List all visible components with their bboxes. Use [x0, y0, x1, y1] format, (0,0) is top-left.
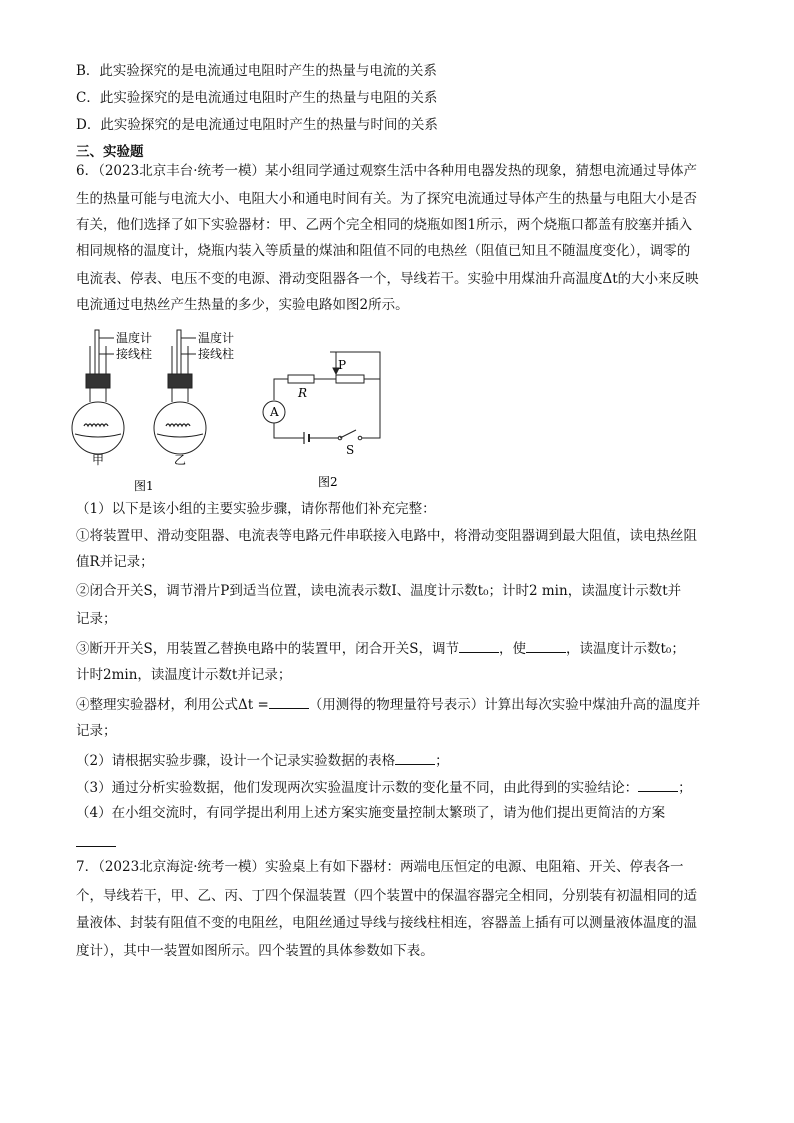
slider-label: P [338, 358, 347, 372]
q6-step3-text-b: ，使 [499, 641, 526, 657]
q6-step2-line2: 记录； [76, 611, 117, 627]
option-d: D．此实验探究的是电流通过电阻时产生的热量与时间的关系 [76, 117, 438, 133]
q6-step4-text-a: ④整理实验器材，利用公式Δt = [76, 697, 269, 713]
q6-line-2: 生的热量可能与电流大小、电阻大小和通电时间有关。为了探究电流通过导体产生的热量与电阻大小是否 [76, 191, 697, 207]
answer-blank[interactable] [269, 694, 309, 709]
figure-1-flasks [70, 326, 235, 496]
switch [340, 430, 356, 438]
option-b: B．此实验探究的是电流通过电阻时产生的热量与电流的关系 [76, 63, 437, 79]
q6-step3-line1 [76, 638, 685, 658]
q6-part2-text: （2）请根据实验步骤，设计一个记录实验数据的表格 [76, 753, 396, 769]
q6-part4: （4）在小组交流时，有同学提出利用上述方案实施变量控制太繁琐了，请为他们提出更简洁的方案 [76, 805, 666, 821]
q6-step1-line2: 值R并记录； [76, 554, 154, 570]
answer-blank[interactable] [638, 777, 678, 792]
resistor-label: R [298, 386, 308, 400]
q6-step4-line2: 记录； [76, 723, 117, 739]
resistor-r [288, 375, 314, 383]
q6-part1-intro: （1）以下是该小组的主要实验步骤，请你帮他们补充完整： [76, 501, 436, 517]
q6-step3-text-c: ，读温度计示数t₀； [566, 641, 685, 657]
thermometer-label-1: 温度计 [116, 331, 153, 345]
q6-line-1: 6．（2023北京丰台·统考一模）某小组同学通过观察生活中各种用电器发热的现象，猜想电流通过导体产 [76, 163, 697, 179]
answer-blank[interactable] [526, 638, 566, 653]
option-c: C．此实验探究的是电流通过电阻时产生的热量与电阻的关系 [76, 90, 438, 106]
q6-step3-text-a: ③断开开关S，用装置乙替换电路中的装置甲，闭合开关S，调节 [76, 641, 459, 657]
q6-line-6: 电流通过电热丝产生热量的多少，实验电路如图2所示。 [76, 297, 409, 313]
flask-label-2: 乙 [174, 453, 187, 467]
figure-2-caption: 图2 [318, 475, 338, 489]
section-title: 三、实验题 [76, 144, 144, 160]
rheostat [336, 375, 364, 383]
thermometer-label-2: 温度计 [198, 331, 235, 345]
answer-blank[interactable] [76, 832, 116, 847]
answer-blank[interactable] [395, 750, 435, 765]
terminal-label-2: 接线柱 [198, 347, 235, 361]
figure-2-circuit [258, 340, 388, 490]
stopper-1 [86, 374, 110, 388]
ammeter-label: A [270, 405, 279, 419]
q6-step2-line1: ②闭合开关S，调节滑片P到适当位置，读电流表示数I、温度计示数t₀；计时2 min，读温度计示数t并 [76, 583, 682, 599]
answer-blank[interactable] [459, 638, 499, 653]
q6-step1-line1: ①将装置甲、滑动变阻器、电流表等电路元件串联接入电路中，将滑动变阻器调到最大阻值，读电热丝阻 [76, 528, 697, 544]
q6-line-5: 电流表、停表、电压不变的电源、滑动变阻器各一个，导线若干。实验中用煤油升高温度Δt的大小来反映 [76, 271, 699, 287]
q6-part3-end: ； [678, 780, 692, 796]
q6-line-3: 有关，他们选择了如下实验器材：甲、乙两个完全相同的烧瓶如图1所示，两个烧瓶口都盖有胶塞并插入 [76, 217, 693, 233]
q6-part4-answer [76, 832, 116, 852]
q6-part3 [76, 777, 692, 797]
q6-step4-text-b: （用测得的物理量符号表示）计算出每次实验中煤油升高的温度并 [308, 697, 701, 713]
q7-line-3: 量液体、封装有阻值不变的电阻丝，电阻丝通过导线与接线柱相连，容器盖上插有可以测量液体温度的温 [76, 915, 697, 931]
terminal-label-1: 接线柱 [116, 347, 153, 361]
figure-1-caption: 图1 [134, 479, 154, 493]
q6-line-4: 相同规格的温度计，烧瓶内装入等质量的煤油和阻值不同的电热丝（阻值已知且不随温度变化），调零的 [76, 243, 691, 259]
q6-part3-text: （3）通过分析实验数据，他们发现两次实验温度计示数的变化量不同，由此得到的实验结论： [76, 780, 639, 796]
q7-line-4: 度计），其中一装置如图所示。四个装置的具体参数如下表。 [76, 943, 434, 959]
flask-2 [154, 402, 206, 454]
q6-part2 [76, 750, 449, 770]
q6-step3-line2: 计时2min，读温度计示数t并记录； [76, 667, 292, 683]
q6-step4-line1 [76, 694, 700, 714]
q7-line-2: 个，导线若干，甲、乙、丙、丁四个保温装置（四个装置中的保温容器完全相同，分别装有初温相同的适 [76, 888, 697, 904]
flask-1 [72, 402, 124, 454]
stopper-2 [168, 374, 192, 388]
q6-part2-end: ； [435, 753, 449, 769]
switch-label: S [346, 443, 355, 457]
q7-line-1: 7．（2023北京海淀·统考一模）实验桌上有如下器材：两端电压恒定的电源、电阻箱、开关、停表各一 [76, 859, 684, 875]
flask-label-1: 甲 [92, 453, 105, 467]
